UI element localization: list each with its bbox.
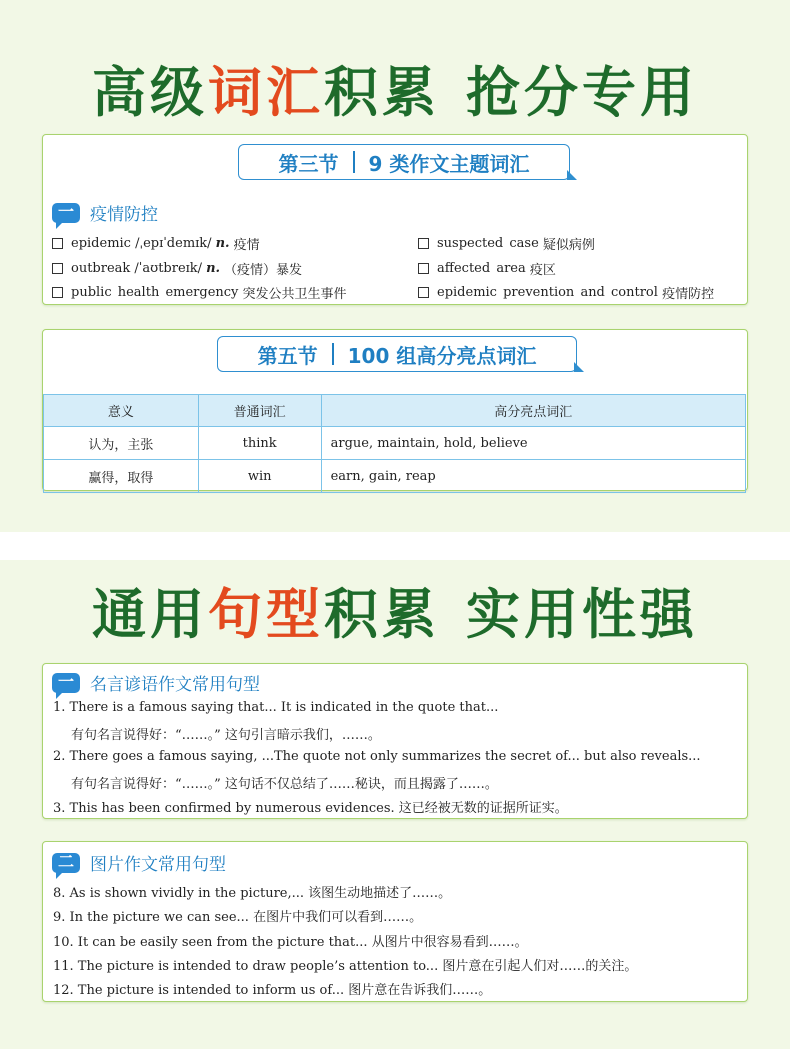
- column-header: 高分亮点词汇: [321, 395, 745, 427]
- sentence-line: 10. It can be easily seen from the picture that... 从图片中很容易看到……。: [53, 935, 528, 950]
- table-cell: 赢得，取得: [44, 460, 199, 493]
- headline-highlight: 句型: [208, 583, 324, 646]
- checkbox-icon: [52, 263, 63, 274]
- checkbox-icon: [418, 238, 429, 249]
- headline-tagline: 抢分专用: [466, 61, 698, 124]
- quote-patterns-card: [42, 663, 748, 819]
- headline-highlight: 词汇: [208, 61, 324, 124]
- table-header-row: [44, 395, 746, 427]
- section-number: 第三节: [278, 151, 339, 176]
- section-title: 9 类作文主题词汇: [368, 151, 530, 176]
- sentence-line: 3. This has been confirmed by numerous evidences. 这已经被无数的证据所证实。: [53, 801, 568, 816]
- vocab-headline: [0, 50, 790, 127]
- section-number: 第五节: [257, 343, 318, 368]
- checkbox-icon: [52, 287, 63, 298]
- sentence-line: 2. There goes a famous saying, ...The quote not only summarizes the secret of... but also reveals...: [53, 749, 701, 764]
- subsection-title: 图片作文常用句型: [90, 855, 226, 875]
- headline-part: 积累: [324, 583, 440, 646]
- subsection-title: 疫情防控: [90, 205, 158, 225]
- sentence-line: 8. As is shown vividly in the picture,... 该图生动地描述了……。: [53, 886, 452, 901]
- sentence-line: 11. The picture is intended to draw people’s attention to... 图片意在引起人们对……的关注。: [53, 959, 638, 974]
- headline-part: 通用: [92, 583, 208, 646]
- table-cell: argue, maintain, hold, believe: [321, 427, 745, 460]
- section-title: 100 组高分亮点词汇: [347, 343, 537, 368]
- sentence-line: 9. In the picture we can see... 在图片中我们可以看到……。: [53, 910, 423, 925]
- table-cell: win: [198, 460, 321, 493]
- vocab-item: outbreak /ˈaʊtbreɪk/ n. （疫情）暴发: [52, 259, 302, 278]
- subsection-heading: [52, 850, 226, 875]
- subsection-heading: [52, 200, 158, 225]
- column-header: 意义: [44, 395, 199, 427]
- vocab-item: affected area 疫区: [418, 259, 556, 278]
- table-cell: think: [198, 427, 321, 460]
- sentence-line: 1. There is a famous saying that... It is indicated in the quote that...: [53, 700, 499, 715]
- subsection-heading: [52, 670, 260, 695]
- table-row: [44, 427, 746, 460]
- vocab-table: [43, 394, 746, 493]
- section-tab: [238, 144, 570, 180]
- section-tab: [217, 336, 577, 372]
- highlight-vocab-card: [42, 329, 748, 491]
- table-cell: earn, gain, reap: [321, 460, 745, 493]
- theme-vocab-card: [42, 134, 748, 305]
- speech-bubble-icon: 一: [52, 673, 80, 693]
- vocab-item: epidemic prevention and control 疫情防控: [418, 283, 714, 302]
- table-row: [44, 460, 746, 493]
- checkbox-icon: [418, 287, 429, 298]
- speech-bubble-icon: 一: [52, 203, 80, 223]
- speech-bubble-icon: 二: [52, 853, 80, 873]
- table-cell: 认为，主张: [44, 427, 199, 460]
- vocab-item: public health emergency 突发公共卫生事件: [52, 283, 347, 302]
- headline-part: 积累: [324, 61, 440, 124]
- subsection-title: 名言谚语作文常用句型: [90, 675, 260, 695]
- headline-part: 高级: [92, 61, 208, 124]
- checkbox-icon: [52, 238, 63, 249]
- headline-tagline: 实用性强: [466, 583, 698, 646]
- checkbox-icon: [418, 263, 429, 274]
- sentence-translation: 有句名言说得好：“……。” 这句话不仅总结了……秘诀，而且揭露了……。: [71, 777, 498, 792]
- sentence-panel: [0, 560, 790, 1049]
- column-header: 普通词汇: [198, 395, 321, 427]
- sentence-headline: [0, 572, 790, 649]
- sentence-translation: 有句名言说得好：“……。” 这句引言暗示我们，……。: [71, 728, 381, 743]
- vocab-item: suspected case 疑似病例: [418, 234, 595, 253]
- picture-patterns-card: [42, 841, 748, 1002]
- vocab-item: epidemic /ˌepɪˈdemɪk/ n. 疫情: [52, 234, 260, 253]
- sentence-line: 12. The picture is intended to inform us of... 图片意在告诉我们……。: [53, 983, 492, 998]
